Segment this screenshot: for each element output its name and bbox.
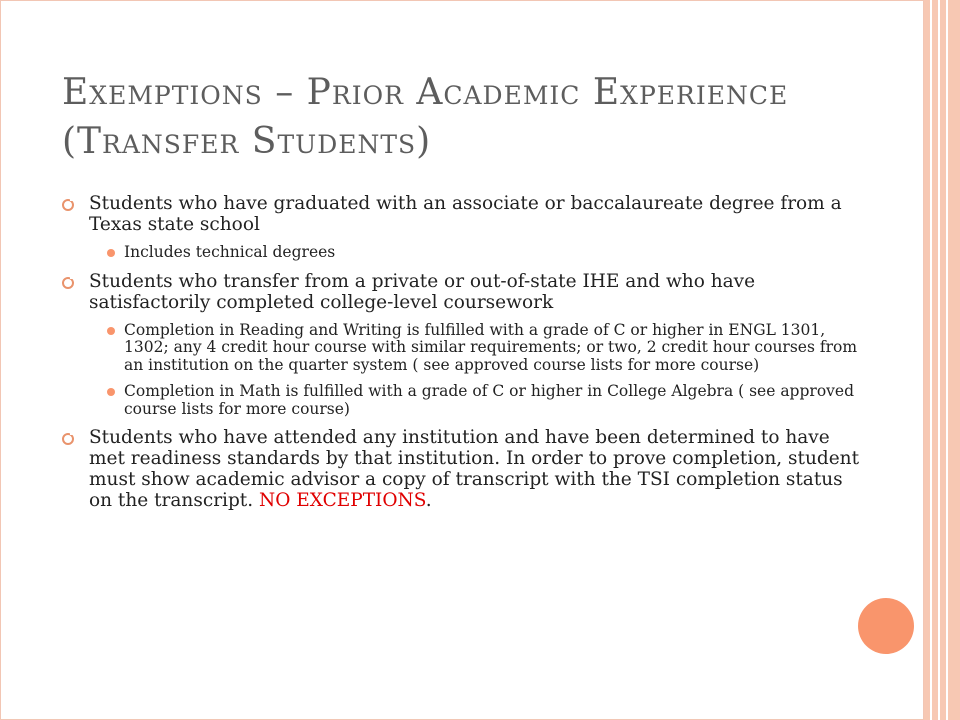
- bullet-2: [62, 271, 862, 313]
- bullet-1: [62, 193, 862, 235]
- bullet-3: [62, 427, 862, 511]
- bullet-1-text: Students who have graduated with an associate or baccalaureate degree from a Texas state school: [89, 193, 842, 235]
- subbullet-2-2: [62, 383, 862, 418]
- decorative-circle: [858, 598, 914, 654]
- bullet-marker-icon: [62, 199, 74, 211]
- no-exceptions-emphasis: NO EXCEPTIONS: [259, 490, 426, 511]
- subbullet-2-2-text: Completion in Math is fulfilled with a grade of C or higher in College Algebra ( see approved course lists for more course): [124, 382, 854, 418]
- subbullet-1-1-text: Includes technical degrees: [124, 243, 336, 261]
- subbullet-2-1: [62, 322, 862, 375]
- bullet-2-text: Students who transfer from a private or out-of-state IHE and who have satisfactorily completed college-level coursework: [89, 270, 756, 313]
- subbullet-marker-icon: [107, 249, 115, 257]
- slide-content: [62, 193, 862, 520]
- bullet-marker-icon: [62, 277, 74, 289]
- band-stripe: [930, 0, 932, 720]
- bullet-marker-icon: [62, 433, 74, 445]
- bullet-3-period: .: [425, 490, 432, 511]
- subbullet-marker-icon: [107, 327, 115, 335]
- subbullet-1-1: [62, 244, 862, 262]
- bullet-3-text: Students who have attended any institution and have been determined to have met readiness standards by that institution. In order to prove completion, student must show academic advisor a copy of transcript with the TSI completion status on the transcript.: [89, 427, 860, 511]
- subbullet-2-1-text: Completion in Reading and Writing is fulfilled with a grade of C or higher in ENGL 1301, 1302; any 4 credit hour course with similar requirements; or two, 2 credit hour courses from an institution on the quarter system ( see approved course lists for more course): [124, 320, 858, 374]
- band-stripe: [946, 0, 948, 720]
- subbullet-marker-icon: [107, 388, 115, 396]
- slide-title: Exemptions – Prior Academic Experience (Transfer Students): [62, 72, 789, 162]
- band-stripe: [938, 0, 940, 720]
